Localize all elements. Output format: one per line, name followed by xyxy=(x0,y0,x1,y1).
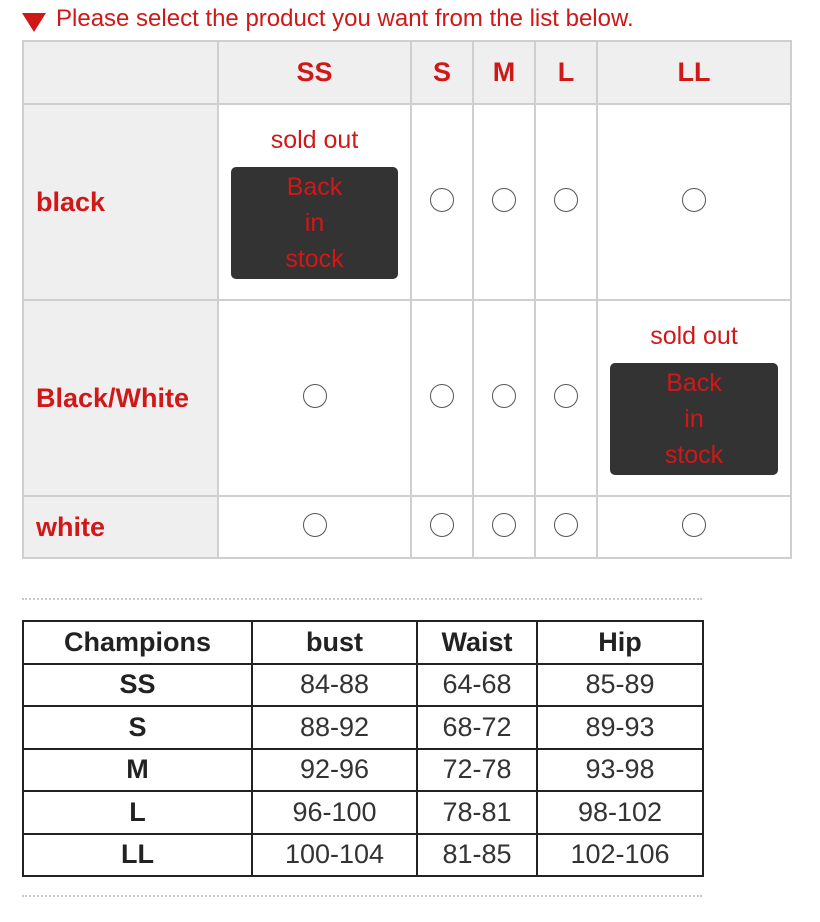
radio-white-ss[interactable] xyxy=(303,513,327,537)
size-chart-cell: 72-78 xyxy=(417,749,537,792)
dotted-divider xyxy=(22,598,702,600)
radio-white-m[interactable] xyxy=(492,513,516,537)
size-chart-table xyxy=(22,620,704,877)
size-chart-cell: 98-102 xyxy=(537,791,703,834)
cell-bw-m xyxy=(473,300,535,496)
size-chart-cell: 85-89 xyxy=(537,664,703,707)
cell-white-l xyxy=(535,496,597,558)
cell-black-m xyxy=(473,104,535,300)
size-chart-cell: 92-96 xyxy=(252,749,417,792)
radio-bw-ss[interactable] xyxy=(303,384,327,408)
cell-white-ll xyxy=(597,496,791,558)
instruction-header xyxy=(22,6,812,40)
size-header-s: S xyxy=(411,41,473,104)
size-chart-cell: 100-104 xyxy=(252,834,417,877)
back-in-stock-text: in xyxy=(304,208,325,237)
size-chart-size: LL xyxy=(23,834,252,877)
triangle-down-icon xyxy=(22,13,46,32)
size-header-ll: LL xyxy=(597,41,791,104)
cell-white-s xyxy=(411,496,473,558)
radio-black-s[interactable] xyxy=(430,188,454,212)
size-chart-header: Waist xyxy=(417,621,537,664)
back-in-stock-button[interactable] xyxy=(610,363,778,475)
sold-out-label: sold out xyxy=(270,125,359,154)
size-chart-size: S xyxy=(23,706,252,749)
size-chart-cell: 84-88 xyxy=(252,664,417,707)
radio-black-ll[interactable] xyxy=(682,188,706,212)
cell-white-ss xyxy=(218,496,411,558)
variant-row-black-white xyxy=(23,300,791,496)
size-chart-cell: 88-92 xyxy=(252,706,417,749)
size-chart-size: M xyxy=(23,749,252,792)
back-in-stock-text: in xyxy=(684,404,704,433)
size-chart-cell: 93-98 xyxy=(537,749,703,792)
size-chart-cell: 78-81 xyxy=(417,791,537,834)
back-in-stock-text: stock xyxy=(664,440,724,469)
color-label-black: black xyxy=(23,104,218,300)
size-chart-cell: 89-93 xyxy=(537,706,703,749)
variant-row-black xyxy=(23,104,791,300)
size-header-l: L xyxy=(535,41,597,104)
size-chart-header: Hip xyxy=(537,621,703,664)
size-chart-header-row xyxy=(23,621,703,664)
radio-bw-s[interactable] xyxy=(430,384,454,408)
size-chart-cell: 64-68 xyxy=(417,664,537,707)
variant-selection-table xyxy=(22,40,792,559)
radio-bw-m[interactable] xyxy=(492,384,516,408)
size-header-ss: SS xyxy=(218,41,411,104)
radio-white-s[interactable] xyxy=(430,513,454,537)
variant-row-white xyxy=(23,496,791,558)
size-chart-cell: 96-100 xyxy=(252,791,417,834)
radio-black-l[interactable] xyxy=(554,188,578,212)
color-label-white: white xyxy=(23,496,218,558)
table-row xyxy=(23,664,703,707)
size-chart-header: Champions xyxy=(23,621,252,664)
size-chart-cell: 102-106 xyxy=(537,834,703,877)
size-chart-cell: 68-72 xyxy=(417,706,537,749)
cell-black-s xyxy=(411,104,473,300)
cell-bw-ss xyxy=(218,300,411,496)
sold-out-label: sold out xyxy=(650,321,738,350)
size-chart-size: SS xyxy=(23,664,252,707)
cell-bw-l xyxy=(535,300,597,496)
radio-black-m[interactable] xyxy=(492,188,516,212)
instruction-text: Please select the product you want from the list below. xyxy=(56,6,634,32)
back-in-stock-text: stock xyxy=(285,244,344,273)
cell-black-l xyxy=(535,104,597,300)
cell-black-ss xyxy=(218,104,411,300)
header-corner xyxy=(23,41,218,104)
radio-white-ll[interactable] xyxy=(682,513,706,537)
cell-bw-ll xyxy=(597,300,791,496)
size-header-m: M xyxy=(473,41,535,104)
dotted-divider xyxy=(22,895,702,897)
radio-white-l[interactable] xyxy=(554,513,578,537)
back-in-stock-text: Back xyxy=(286,172,343,201)
table-row xyxy=(23,834,703,877)
table-row xyxy=(23,749,703,792)
color-label-black-white: Black/White xyxy=(23,300,218,496)
size-chart-header: bust xyxy=(252,621,417,664)
radio-bw-l[interactable] xyxy=(554,384,578,408)
cell-white-m xyxy=(473,496,535,558)
back-in-stock-text: Back xyxy=(666,368,722,397)
table-row xyxy=(23,706,703,749)
back-in-stock-button[interactable] xyxy=(231,167,398,279)
cell-black-ll xyxy=(597,104,791,300)
size-chart-size: L xyxy=(23,791,252,834)
size-chart-cell: 81-85 xyxy=(417,834,537,877)
cell-bw-s xyxy=(411,300,473,496)
size-header-row xyxy=(23,41,791,104)
table-row xyxy=(23,791,703,834)
